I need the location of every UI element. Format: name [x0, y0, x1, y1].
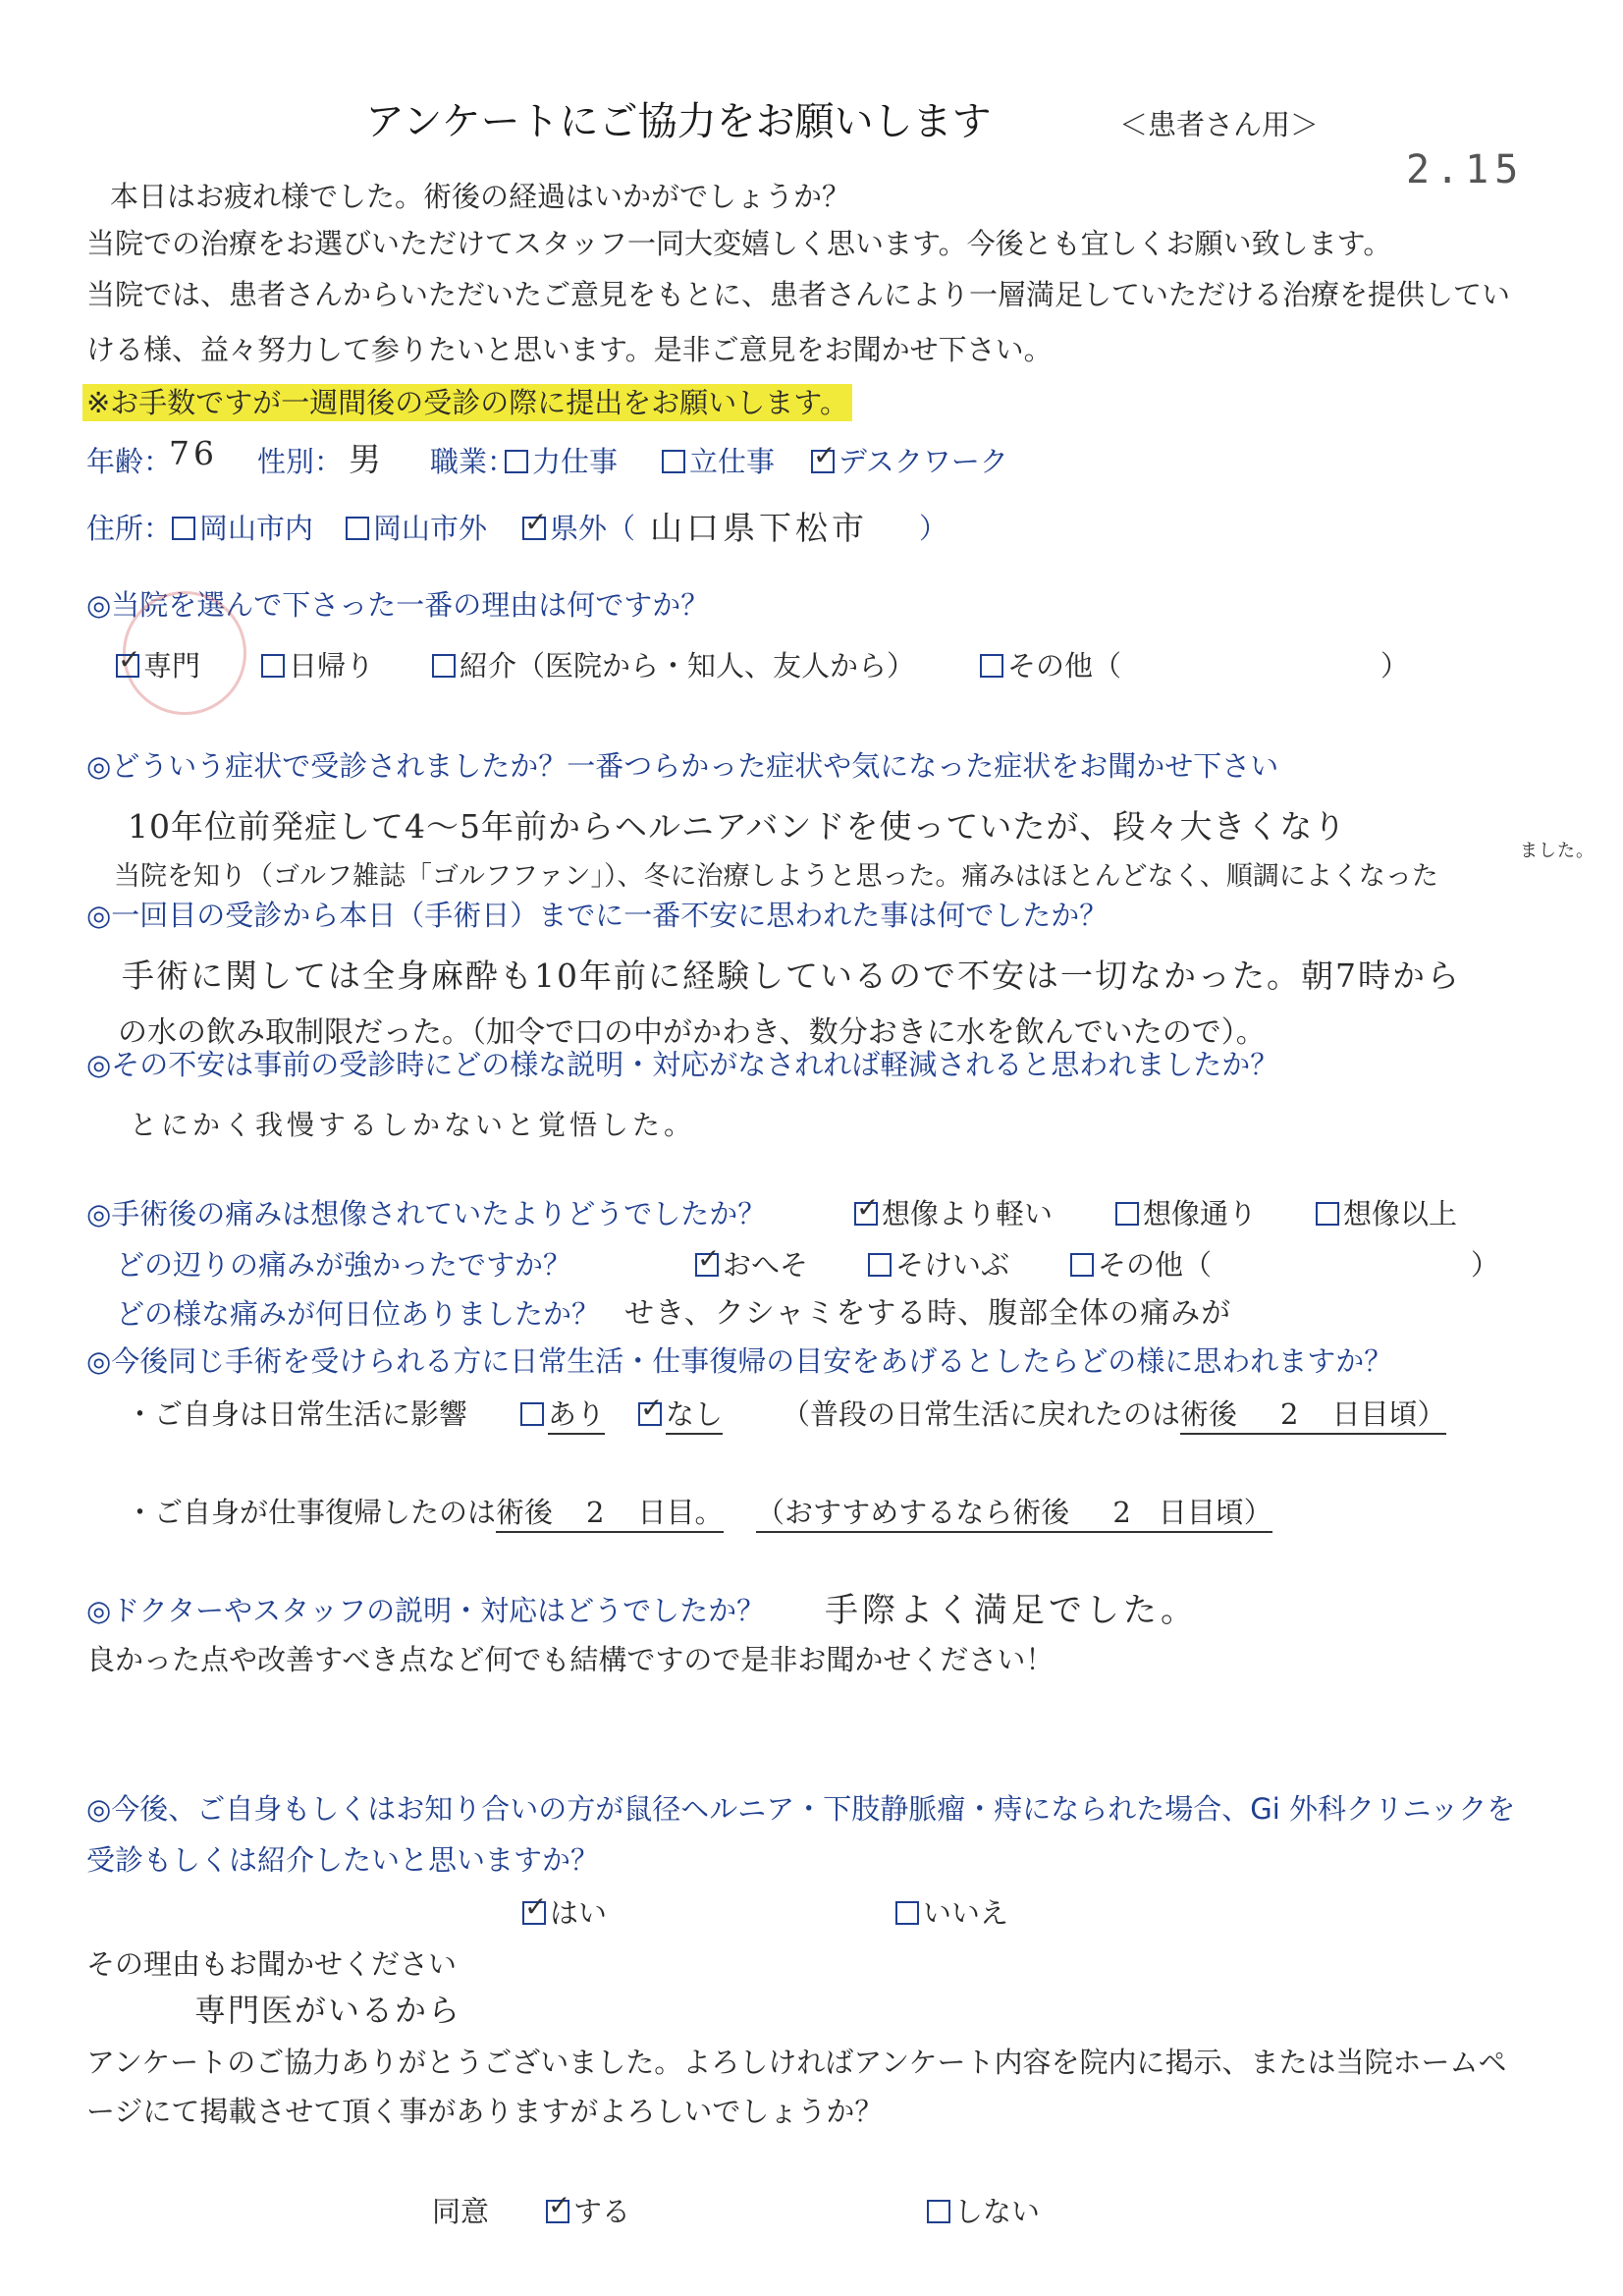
closing-line-1: アンケートのご協力ありがとうございました。よろしければアンケート内容を院内に掲示、または当院ホームペ [86, 2046, 1507, 2079]
q3-answer-line-1[interactable]: 手術に関しては全身麻酔も10年前に経験しているので不安は一切なかった。朝7時から [122, 957, 1461, 995]
age-label: 年齢： [86, 445, 173, 478]
q6-work-value[interactable]: 2 [586, 1496, 609, 1529]
q4-answer[interactable]: とにかく我慢するしかないと覚悟した。 [130, 1109, 696, 1141]
checkbox-checked[interactable] [116, 654, 139, 678]
q1-option-label: 専門 [143, 649, 201, 683]
checkbox-checked[interactable] [854, 1202, 878, 1226]
job-option-label: 力仕事 [532, 445, 619, 478]
q7-answer[interactable]: 手際よく満足でした。 [825, 1591, 1198, 1630]
q6-life-option-label: なし [666, 1397, 723, 1435]
address-option-label: 県外（ [550, 512, 636, 545]
job-option-physical[interactable] [505, 442, 618, 481]
q1-option-other[interactable] [980, 646, 1121, 685]
intro-line-3: 当院では、患者さんからいただいたご意見をもとに、患者さんにより一層満足していただける治療を提供してい [86, 278, 1511, 311]
submission-notice [82, 383, 852, 422]
closing-line-2: ージにて掲載させて頂く事がありますがよろしいでしょうか？ [86, 2095, 884, 2128]
q6-recommend [756, 1493, 1272, 1532]
q6-life-return-suffix: 日目頃） [1331, 1397, 1446, 1431]
checkbox[interactable] [261, 654, 285, 678]
q5-option-worse[interactable] [1316, 1194, 1457, 1233]
checkbox[interactable] [505, 450, 528, 473]
q1-option-daytrip[interactable] [261, 646, 374, 685]
q6-work-mid: 術後 [496, 1496, 554, 1529]
q5-sub1-close: ） [1471, 1248, 1500, 1282]
intro-line-2: 当院での治療をお選びいただけてスタッフ一同大変嬉しく思います。今後とも宜しくお願い致します。 [86, 227, 1392, 260]
notice-highlight: ※お手数ですが一週間後の受診の際に提出をお願いします。 [82, 384, 852, 421]
q7-sub: 良かった点や改善すべき点など何でも結構ですので是非お聞かせください！ [86, 1643, 1055, 1676]
q5-sub2: どの様な痛みが何日位ありましたか？ [116, 1297, 601, 1331]
q6-life-return-field [1180, 1397, 1445, 1435]
date-stamp: 2.15 [1406, 147, 1525, 192]
q6-question: ◎今後同じ手術を受けられる方に日常生活・仕事復帰の目安をあげるとしたらどの様に思われますか？ [86, 1344, 1393, 1378]
checkbox[interactable] [927, 2200, 950, 2223]
q6-work-field [496, 1496, 723, 1533]
q5-sub1-option-label: その他（ [1098, 1248, 1213, 1282]
q6-life-return-mid: 術後 [1180, 1397, 1238, 1431]
q7-question: ◎ドクターやスタッフの説明・対応はどうでしたか？ [86, 1594, 766, 1627]
job-option-desk[interactable] [811, 442, 1008, 481]
address-option-outside-city[interactable] [346, 509, 487, 548]
consent-label: 同意 [432, 2195, 490, 2228]
q2-answer-line-2[interactable]: 当院を知り（ゴルフ雑誌「ゴルフファン」）、冬に治療しようと思った。痛みはほとんどなく、順調によくなった [114, 861, 1438, 892]
q6-recommend-value[interactable]: 2 [1112, 1496, 1135, 1529]
q6-recommend-suffix: 日目頃） [1158, 1496, 1272, 1529]
consent-option-no[interactable] [927, 2192, 1040, 2231]
q5-option-label: 想像より軽い [882, 1197, 1054, 1230]
q5-sub1-option-groin[interactable] [868, 1245, 1009, 1285]
q5-sub1: どの辺りの痛みが強かったですか？ [116, 1248, 572, 1282]
checkbox-checked[interactable] [522, 1901, 546, 1925]
q2-answer-note: ました。 [1520, 841, 1595, 861]
address-option-outside-pref[interactable] [522, 509, 635, 548]
q5-sub2-answer[interactable]: せき、クシャミをする時、腹部全体の痛みが [624, 1296, 1232, 1331]
q8-option-label: はい [550, 1896, 608, 1930]
q8-question-line-2: 受診もしくは紹介したいと思いますか？ [86, 1843, 600, 1877]
q3-question: ◎一回目の受診から本日（手術日）までに一番不安に思われた事は何でしたか？ [86, 899, 1109, 932]
checkbox-checked[interactable] [546, 2200, 569, 2223]
q6-recommend-mid: 術後 [1012, 1496, 1070, 1529]
checkbox[interactable] [346, 517, 369, 540]
address-option-okayama-city[interactable] [172, 509, 313, 548]
q8-option-no[interactable] [895, 1893, 1008, 1933]
q5-option-label: 想像以上 [1343, 1197, 1458, 1230]
q5-sub1-option-label: そけいぶ [895, 1248, 1010, 1282]
q8-reason-label: その理由もお聞かせください [86, 1947, 458, 1981]
address-option-label: 岡山市外 [373, 512, 488, 545]
q1-other-close: ） [1380, 649, 1410, 683]
q2-answer-line-1[interactable]: 10年位前発症して4〜5年前からヘルニアバンドを使っていたが、段々大きくなり [128, 807, 1347, 846]
q2-question: ◎どういう症状で受診されましたか？一番つらかった症状や気になった症状をお聞かせ下さい [86, 749, 1279, 783]
q1-option-label: 紹介（医院から・知人、友人から） [460, 649, 916, 683]
job-label: 職業： [430, 445, 516, 478]
q6-work-label: ・ご自身が仕事復帰したのは [126, 1496, 497, 1529]
consent-option-label: しない [954, 2195, 1041, 2228]
address-option-label: 岡山市内 [199, 512, 314, 545]
consent-option-label: する [573, 2195, 631, 2228]
q8-option-yes[interactable] [522, 1893, 607, 1933]
q6-work [126, 1493, 724, 1532]
q5-sub1-option-navel[interactable] [695, 1245, 808, 1285]
q1-option-label: その他（ [1007, 649, 1122, 683]
q8-reason-answer[interactable]: 専門医がいるから [194, 1992, 462, 2029]
intro-line-1: 本日はお疲れ様でした。術後の経過はいかがでしょうか？ [110, 180, 851, 213]
job-option-label: デスクワーク [839, 445, 1008, 478]
q6-life-return [782, 1394, 1446, 1434]
consent-option-yes[interactable] [546, 2192, 630, 2231]
checkbox[interactable] [895, 1901, 919, 1925]
q6-life-option-yes[interactable] [520, 1394, 605, 1434]
q5-option-as-expected[interactable] [1115, 1194, 1257, 1233]
gender-label: 性別： [257, 445, 344, 478]
job-option-label: 立仕事 [689, 445, 776, 478]
checkbox[interactable] [1115, 1202, 1139, 1226]
q6-life-label: ・ご自身は日常生活に影響 [126, 1397, 468, 1431]
checkbox[interactable] [980, 654, 1003, 678]
checkbox[interactable] [172, 517, 195, 540]
q1-option-referral[interactable] [432, 646, 915, 685]
q1-option-label: 日帰り [289, 649, 375, 683]
gender-value[interactable]: 男 [349, 440, 385, 478]
q6-life-return-value[interactable]: 2 [1280, 1397, 1303, 1431]
address-close-paren: ） [919, 512, 948, 545]
q6-life-option-no[interactable] [638, 1394, 723, 1434]
q5-option-lighter[interactable] [854, 1194, 1053, 1233]
q5-sub1-option-label: おへそ [723, 1248, 809, 1282]
q6-recommend-field [756, 1496, 1272, 1533]
checkbox[interactable] [662, 450, 685, 473]
q6-life-option-label: あり [548, 1397, 605, 1435]
q5-question: ◎手術後の痛みは想像されていたよりどうでしたか？ [86, 1197, 767, 1230]
checkbox[interactable] [1316, 1202, 1339, 1226]
checkbox[interactable] [520, 1402, 544, 1426]
q5-option-label: 想像通り [1143, 1197, 1258, 1230]
q3-answer-line-2[interactable]: の水の飲み取制限だった。（加令で口の中がかわき、数分おきに水を飲んでいたので）。 [118, 1015, 1266, 1050]
q6-work-suffix: 日目。 [637, 1496, 724, 1529]
intro-line-4: ける様、益々努力して参りたいと思います。是非ご意見をお聞かせ下さい。 [86, 333, 1053, 366]
q8-question-line-1: ◎今後、ご自身もしくはお知り合いの方が鼠径ヘルニア・下肢静脈瘤・痔になられた場合、Gi 外科クリニックを [86, 1792, 1516, 1826]
q5-sub1-option-other[interactable] [1070, 1245, 1212, 1285]
checkbox[interactable] [868, 1253, 892, 1277]
survey-subtitle: ＜患者さん用＞ [1119, 108, 1320, 141]
q6-recommend-prefix: （おすすめするなら [756, 1496, 1013, 1529]
q8-option-label: いいえ [923, 1896, 1009, 1930]
q1-option-specialist[interactable] [116, 646, 200, 685]
checkbox[interactable] [1070, 1253, 1094, 1277]
survey-title: アンケートにご協力をお願いします [365, 99, 992, 144]
checkbox-checked[interactable] [522, 517, 546, 540]
age-value[interactable]: 76 [169, 434, 218, 472]
q1-question: ◎当院を選んで下さった一番の理由は何ですか？ [86, 588, 710, 622]
address-label: 住所： [86, 512, 173, 545]
address-value[interactable]: 山口県下松市 [650, 509, 868, 547]
checkbox-checked[interactable] [811, 450, 835, 473]
job-option-standing[interactable] [662, 442, 775, 481]
q4-question: ◎その不安は事前の受診時にどの様な説明・対応がなされれば軽減されると思われましたか？ [86, 1048, 1279, 1081]
checkbox-checked[interactable] [695, 1253, 719, 1277]
checkbox[interactable] [432, 654, 456, 678]
checkbox-checked[interactable] [638, 1402, 662, 1426]
q6-life-return-prefix: （普段の日常生活に戻れたのは [782, 1397, 1181, 1431]
